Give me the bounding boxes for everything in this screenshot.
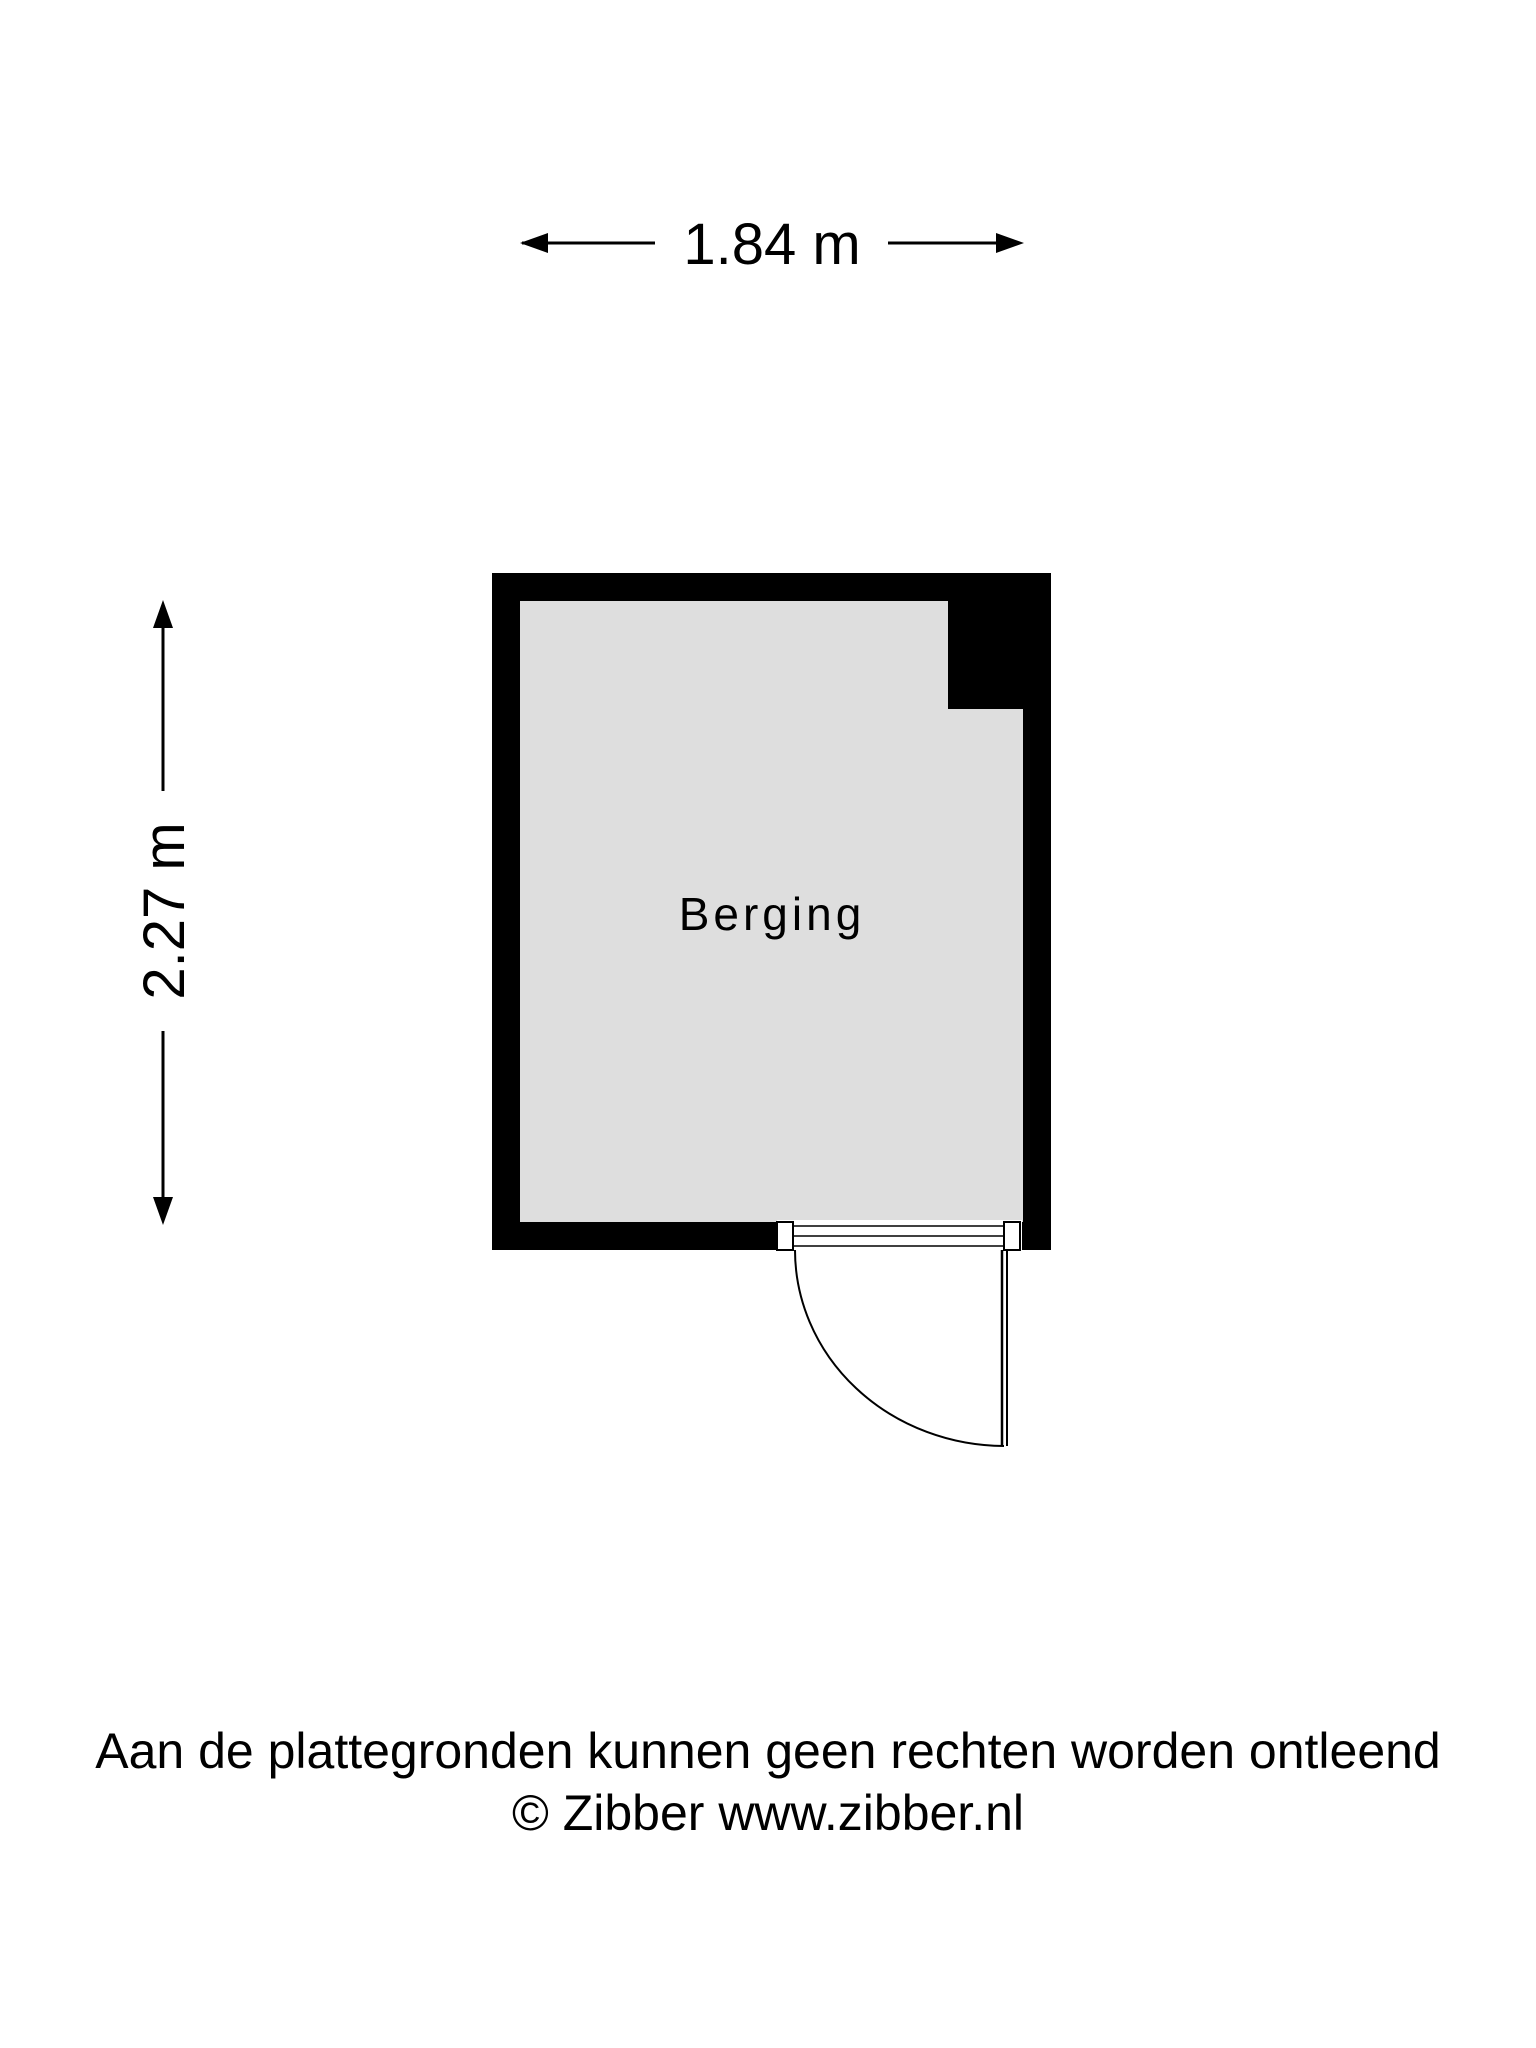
width-arrow-left-icon xyxy=(520,233,548,253)
door-swing-arc xyxy=(795,1250,1004,1446)
door-frame-right xyxy=(1004,1222,1020,1250)
height-arrow-top-icon xyxy=(153,600,173,628)
width-arrow-right-icon xyxy=(996,233,1024,253)
room-berging xyxy=(492,573,1051,1446)
room-label: Berging xyxy=(678,888,866,940)
width-dimension-label: 1.84 m xyxy=(683,212,861,277)
disclaimer-text: Aan de plattegronden kunnen geen rechten worden ontleend xyxy=(95,1723,1441,1779)
height-arrow-bottom-icon xyxy=(153,1197,173,1225)
width-dimension xyxy=(520,212,1024,277)
copyright-text: © Zibber www.zibber.nl xyxy=(511,1785,1025,1841)
height-dimension xyxy=(132,600,197,1225)
height-dimension-label: 2.27 m xyxy=(132,822,197,1000)
door-frame-left xyxy=(777,1222,793,1250)
